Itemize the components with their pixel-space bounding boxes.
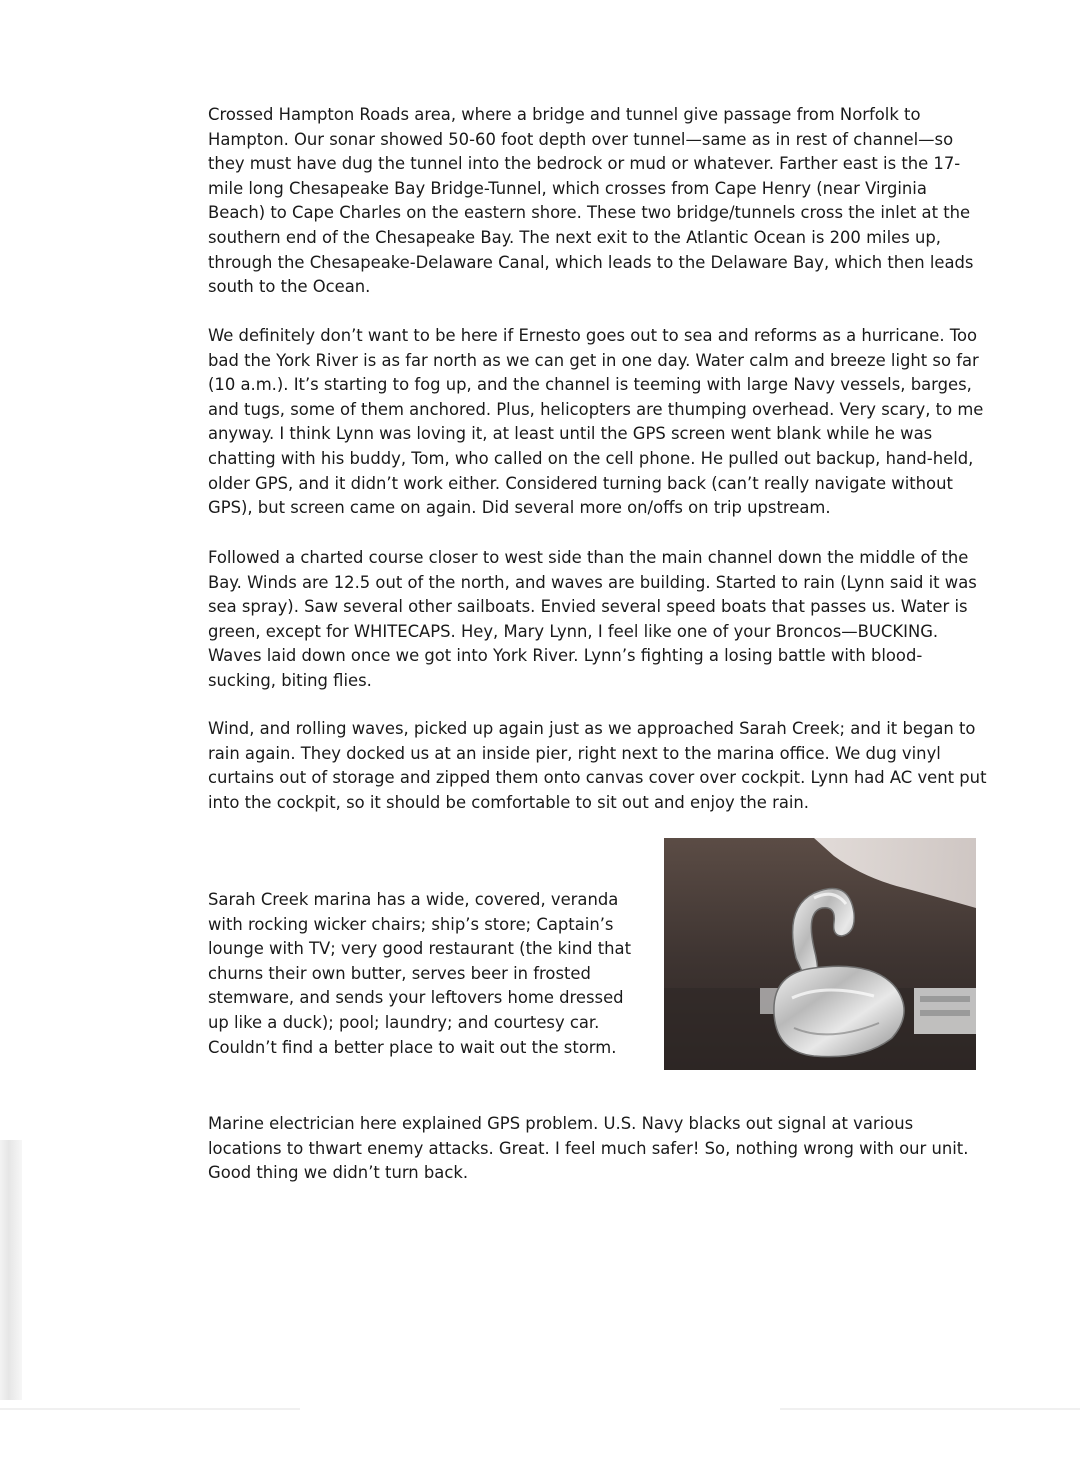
foil-swan-photo <box>664 838 976 1070</box>
scan-line-artifact <box>780 1408 1080 1410</box>
paragraph-ernesto: We definitely don’t want to be here if Ernesto goes out to sea and reforms as a hurricane. Too bad the York River is as far north as we can get in one day. Water calm and breeze light so far (10 a.m.). It’s starting to fog up, and the channel is teeming with large Navy vessels, barges, and tugs, some of them anchored. Plus, helicopters are thumping overhead. Very scary, to me anyway. I think Lynn was loving it, at least until the GPS screen went blank while he was chatting with his buddy, Tom, who called on the cell phone. He pulled out backup, hand-held, older GPS, and it didn’t work either. Considered turning back (can’t really navigate without GPS), but screen came on again. Did several more on/offs on trip upstream. <box>208 326 984 518</box>
paragraph-marina-amenities: Sarah Creek marina has a wide, covered, veranda with rocking wicker chairs; ship’s store; Captain’s lounge with TV; very good restaurant (the kind that churns their own butter, serves beer in frosted stemware, and sends your leftovers home dressed up like a duck); pool; laundry; and courtesy car. Couldn’t find a better place to wait out the storm. <box>208 890 632 1057</box>
paragraph-hampton-roads: Crossed Hampton Roads area, where a bridge and tunnel give passage from Norfolk to Hampton. Our sonar showed 50-60 foot depth over tunnel—same as in rest of channel—so they must have dug the tunnel into the bedrock or mud or whatever. Farther east is the 17-mile long Chesapeake Bay Bridge-Tunnel, which crosses from Cape Henry (near Virginia Beach) to Cape Charles on the eastern shore. These two bridge/tunnels cross the inlet at the southern end of the Chesapeake Bay. The next exit to the Atlantic Ocean is 200 miles up, through the Chesapeake-Delaware Canal, which leads to the Delaware Bay, which then leads south to the Ocean. <box>208 105 974 297</box>
scan-edge-artifact <box>0 1140 22 1400</box>
paragraph-gps-explanation: Marine electrician here explained GPS problem. U.S. Navy blacks out signal at various locations to thwart enemy attacks. Great. I feel much safer! So, nothing wrong with our unit. Good thing we didn’t turn back. <box>208 1114 969 1183</box>
paragraph-sarah-creek-arrival: Wind, and rolling waves, picked up again just as we approached Sarah Creek; and it began to rain again. They docked us at an inside pier, right next to the marina office. We dug vinyl curtains out of storage and zipped them onto canvas cover over cockpit. Lynn had AC vent put into the cockpit, so it should be comfortable to sit out and enjoy the rain. <box>208 719 987 812</box>
scan-line-artifact <box>0 1408 300 1410</box>
paragraph-charted-course: Followed a charted course closer to west side than the main channel down the middle of the Bay. Winds are 12.5 out of the north, and waves are building. Started to rain (Lynn said it was sea spray). Saw several other sailboats. Envied several speed boats that passes us. Water is green, except for WHITECAPS. Hey, Mary Lynn, I feel like one of your Broncos—BUCKING. Waves laid down once we got into York River. Lynn’s fighting a losing battle with blood-sucking, biting flies. <box>208 548 977 690</box>
